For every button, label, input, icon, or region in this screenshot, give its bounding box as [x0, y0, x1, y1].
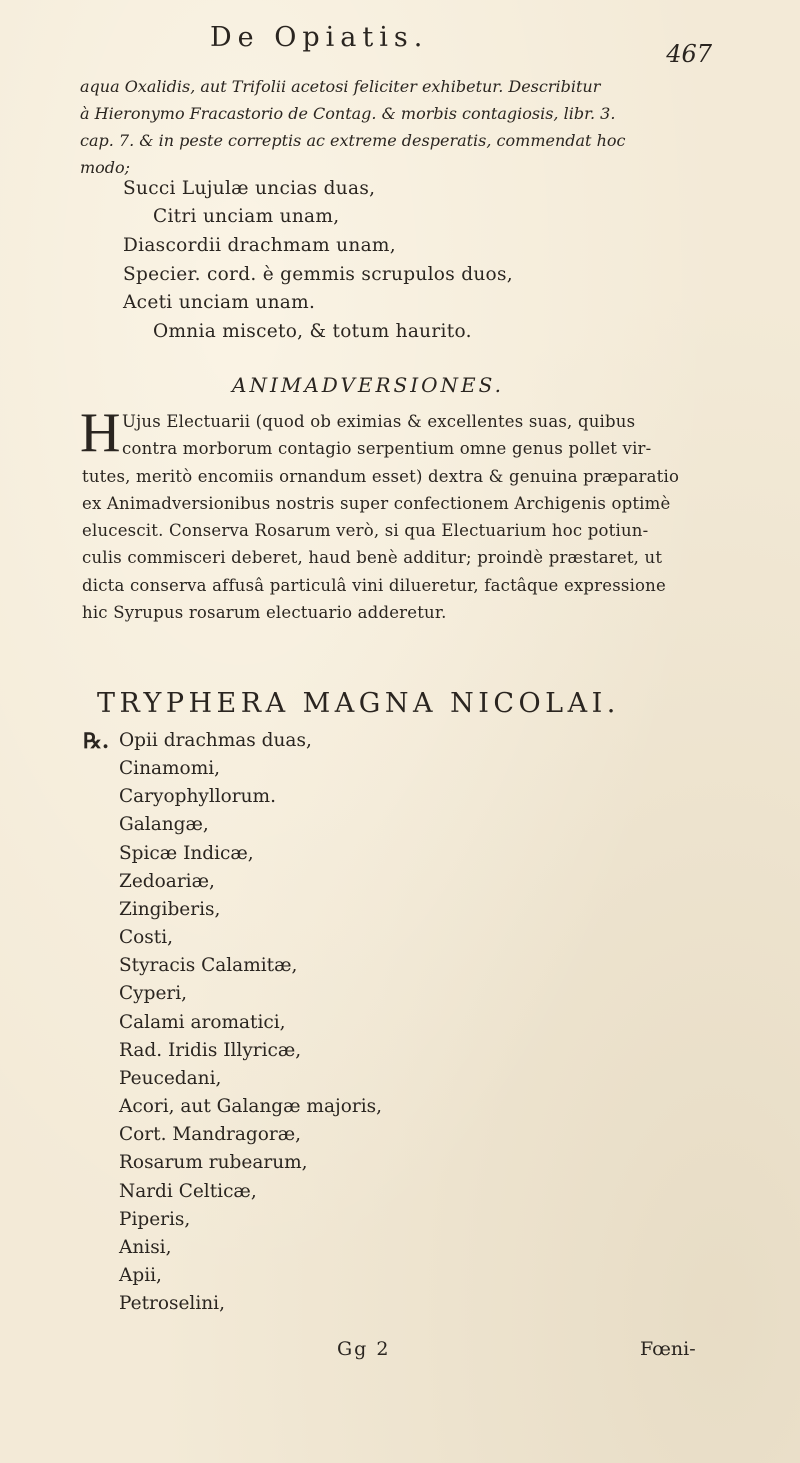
ingredient-item: Cinamomi,: [119, 758, 221, 779]
recipe-line: Omnia misceto, & totum haurito.: [153, 321, 472, 342]
intro-line: à Hieronymo Fracastorio de Contag. & morbis contagiosis, libr. 3.: [80, 104, 616, 123]
ingredient-item: Nardi Celticæ,: [119, 1181, 257, 1202]
intro-line: modo;: [80, 158, 131, 177]
intro-paragraph: [80, 73, 730, 181]
ingredient-item: Zingiberis,: [119, 899, 221, 920]
recipe-line: Citri unciam unam,: [153, 206, 340, 227]
recipe-symbol: ℞.: [83, 728, 110, 753]
recipe-line: Succi Lujulæ uncias duas,: [123, 178, 376, 199]
ingredient-item: Rosarum rubearum,: [119, 1152, 308, 1173]
running-head: De Opiatis.: [210, 22, 429, 53]
signature-mark: Gg 2: [337, 1338, 391, 1360]
ingredient-item: Costi,: [119, 927, 174, 948]
recipe-line: Aceti unciam unam.: [123, 292, 316, 313]
catchword: Fœni-: [640, 1338, 696, 1360]
ingredient-item: Peucedani,: [119, 1068, 222, 1089]
ingredient-item: Petroselini,: [119, 1293, 225, 1314]
body-line: dicta conserva affusâ particulâ vini dilueretur, factâque expressione: [82, 576, 666, 595]
body-line: tutes, meritò encomiis ornandum esset) dextra & genuina præparatio: [82, 467, 680, 486]
ingredient-item: Rad. Iridis Illyricæ,: [119, 1040, 302, 1061]
body-line: hic Syrupus rosarum electuario adderetur.: [82, 603, 447, 622]
ingredient-item: Caryophyllorum.: [119, 786, 276, 807]
ingredient-item: Spicæ Indicæ,: [119, 843, 254, 864]
ingredient-item: Cort. Mandragoræ,: [119, 1124, 302, 1145]
ingredient-item: Opii drachmas duas,: [119, 730, 312, 751]
body-line: ex Animadversionibus nostris super confectionem Archigenis optimè: [82, 494, 671, 513]
recipe-line: Diascordii drachmam unam,: [123, 235, 396, 256]
recipe-line: Specier. cord. è gemmis scrupulos duos,: [123, 264, 513, 285]
section-heading-animadversiones: ANIMADVERSIONES.: [232, 373, 504, 397]
ingredient-item: Cyperi,: [119, 983, 188, 1004]
ingredient-item: Apii,: [119, 1265, 162, 1286]
ingredient-item: Galangæ,: [119, 814, 209, 835]
ingredient-item: Zedoariæ,: [119, 871, 215, 892]
ingredient-item: Anisi,: [119, 1237, 172, 1258]
ingredient-item: Styracis Calamitæ,: [119, 955, 298, 976]
body-line: contra morborum contagio serpentium omne genus pollet vir-: [122, 439, 652, 458]
ingredient-item: Calami aromatici,: [119, 1012, 286, 1033]
intro-line: aqua Oxalidis, aut Trifolii acetosi feliciter exhibetur. Describitur: [80, 77, 601, 96]
body-line: elucescit. Conserva Rosarum verò, si qua Electuarium hoc potiun-: [82, 521, 649, 540]
ingredient-item: Acori, aut Galangæ majoris,: [119, 1096, 383, 1117]
section-heading-tryphera: TRYPHERA MAGNA NICOLAI.: [97, 688, 620, 719]
page-number: 467: [666, 40, 712, 68]
body-line: Ujus Electuarii (quod ob eximias & excellentes suas, quibus: [122, 412, 636, 431]
intro-line: cap. 7. & in peste correptis ac extreme desperatis, commendat hoc: [80, 131, 626, 150]
body-line: culis commisceri deberet, haud benè additur; proindè præstaret, ut: [82, 548, 663, 567]
drop-cap: H: [80, 402, 121, 464]
ingredient-item: Piperis,: [119, 1209, 191, 1230]
